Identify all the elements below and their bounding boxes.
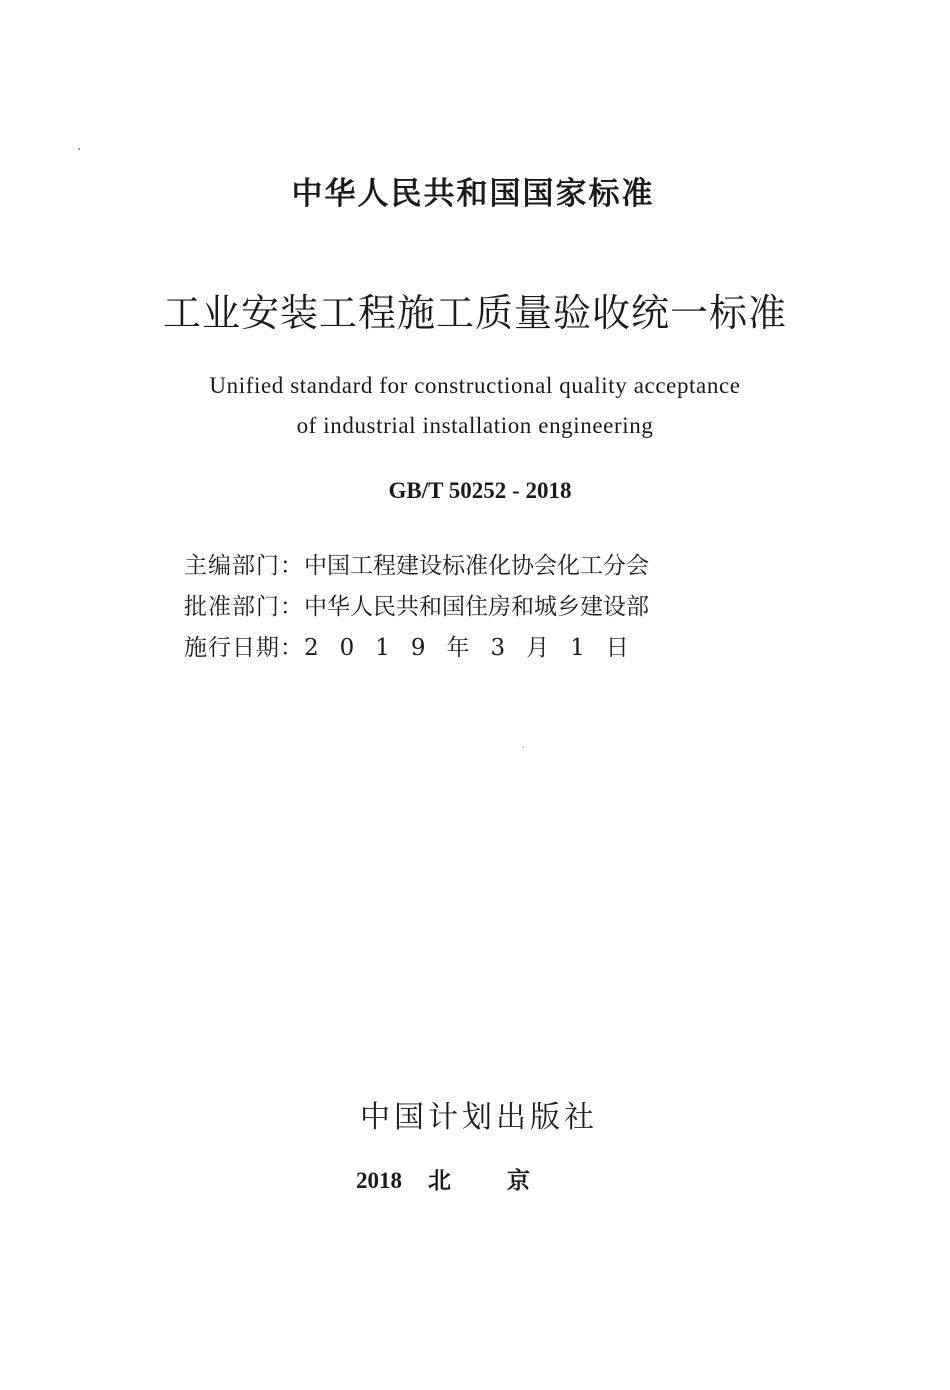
approval-department-label: 批准部门： <box>184 594 304 620</box>
chief-department-value: 中国工程建设标准化协会化工分会 <box>304 553 649 579</box>
national-standard-heading: 中华人民共和国国家标准 <box>291 176 655 212</box>
english-title-line-1: Unified standard for constructional quality acceptance <box>209 373 741 398</box>
scan-speck <box>522 746 524 748</box>
effective-date-label: 施行日期： <box>184 635 304 661</box>
publication-year-place <box>356 1162 586 1195</box>
standard-info-block <box>184 546 650 669</box>
approval-department-value: 中华人民共和国住房和城乡建设部 <box>304 594 649 620</box>
chief-department-label: 主编部门： <box>184 553 304 579</box>
publication-city: 北京 <box>428 1168 586 1193</box>
standard-title-chinese: 工业安装工程施工质量验收统一标准 <box>162 291 787 335</box>
publication-year: 2018 <box>356 1168 402 1193</box>
publisher-name: 中国计划出版社 <box>360 1100 598 1135</box>
standard-title-english <box>0 366 950 446</box>
chief-department-row <box>184 546 650 587</box>
effective-date-row <box>184 628 650 669</box>
english-title-line-2: of industrial installation engineering <box>296 413 654 438</box>
approval-department-row <box>184 587 650 628</box>
effective-date-value: 2019年3月1日 <box>304 635 650 661</box>
scan-speck <box>78 148 80 150</box>
standard-code: GB/T 50252 - 2018 <box>388 478 572 503</box>
